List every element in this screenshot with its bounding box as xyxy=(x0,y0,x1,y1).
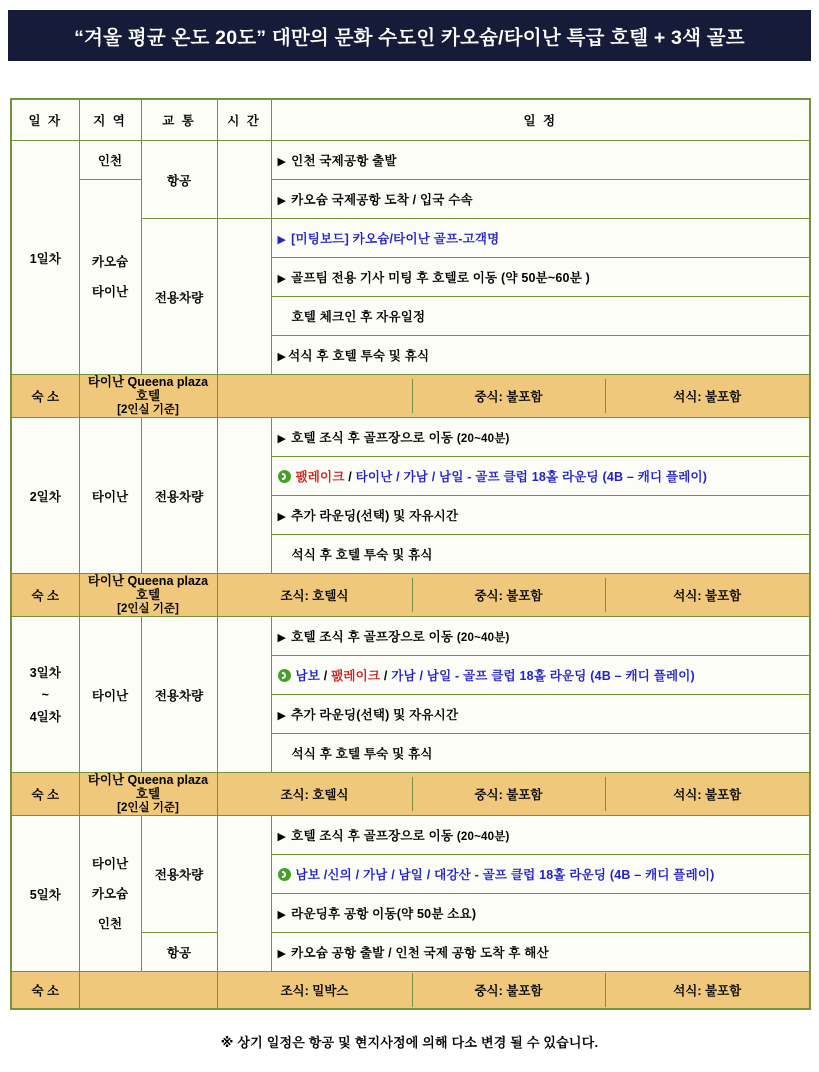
stay2-breakfast: 조식: 호텔식 xyxy=(218,578,413,612)
stay4-lunch: 중식: 불포함 xyxy=(412,973,605,1007)
stay-row xyxy=(11,972,810,1010)
day34-transport: 전용차량 xyxy=(141,617,217,773)
day5-date: 5일차 xyxy=(11,816,79,972)
stay-row xyxy=(11,773,810,816)
triangle-icon: ▶ xyxy=(277,909,287,921)
triangle-icon: ▶ xyxy=(277,433,287,445)
day2-schedule-1-text: 호텔 조식 후 골프장으로 이동 xyxy=(291,431,454,445)
day34-schedule-4 xyxy=(271,734,810,773)
stay3-hotel xyxy=(79,773,217,816)
stay4-dinner: 석식: 불포함 xyxy=(605,973,809,1007)
golf-marker-icon xyxy=(278,470,291,483)
stay1-meals xyxy=(217,375,810,418)
stay4-breakfast: 조식: 밀박스 xyxy=(218,973,413,1007)
stay3-breakfast: 조식: 호텔식 xyxy=(218,777,413,811)
table-row xyxy=(11,816,810,855)
stay-row xyxy=(11,375,810,418)
day1-transport-air: 항공 xyxy=(141,141,217,219)
header-schedule: 일 정 xyxy=(271,99,810,141)
day34-time xyxy=(217,617,271,773)
day2-schedule-1 xyxy=(271,418,810,457)
day34-golf-row xyxy=(271,656,810,695)
stay1-hotel xyxy=(79,375,217,418)
table-row xyxy=(11,141,810,180)
day34-schedule-3 xyxy=(271,695,810,734)
stay4-meals xyxy=(217,972,810,1010)
day5-golf-row xyxy=(271,855,810,894)
stay2-dinner: 석식: 불포함 xyxy=(605,578,809,612)
day1-schedule-6 xyxy=(271,336,810,375)
day1-area-incheon: 인천 xyxy=(79,141,141,180)
triangle-icon: ▶ xyxy=(277,948,287,960)
day1-schedule-2-text: 카오슘 국제공항 도착 / 입국 수속 xyxy=(291,193,473,207)
day5-schedule-4-text: 카오슘 공항 출발 / 인천 국제 공항 도착 후 해산 xyxy=(291,946,549,960)
stay2-meals xyxy=(217,574,810,617)
stay-row xyxy=(11,574,810,617)
day1-transport-car: 전용차량 xyxy=(141,219,217,375)
day1-time-car xyxy=(217,219,271,375)
stay1-hotel-room: [2인실 기준] xyxy=(117,404,179,416)
header-row xyxy=(11,99,810,141)
stay3-lunch: 중식: 불포함 xyxy=(412,777,605,811)
day2-schedule-4-text: 석식 후 호텔 투숙 및 휴식 xyxy=(291,548,433,562)
stay4-label: 숙 소 xyxy=(11,972,79,1010)
day1-schedule-4-text: 골프팀 전용 기사 미팅 후 호텔로 이동 (약 50분~60분 ) xyxy=(291,271,591,285)
day34-schedule-1-text: 호텔 조식 후 골프장으로 이동 xyxy=(291,630,454,644)
stay2-hotel-room: [2인실 기준] xyxy=(117,603,179,615)
day34-golf-course-red: 팴레이크 xyxy=(331,669,381,683)
stay1-hotel-name: 타이난 Queena plaza 호텔 xyxy=(87,375,209,403)
stay2-hotel-name: 타이난 Queena plaza 호텔 xyxy=(87,574,209,602)
header-area: 지 역 xyxy=(79,99,141,141)
day34-area: 타이난 xyxy=(79,617,141,773)
triangle-icon: ▶ xyxy=(277,273,287,285)
day34-schedule-1-suffix: (20~40분) xyxy=(456,632,510,644)
stay3-label: 숙 소 xyxy=(11,773,79,816)
day5-area xyxy=(79,816,141,972)
day34-date-line3: 4일차 xyxy=(29,709,61,724)
day34-date-line1: 3일차 xyxy=(29,665,61,680)
day1-date: 1일차 xyxy=(11,141,79,375)
day2-golf-rest: 타이난 / 가남 / 남일 - 골프 클럽 18홀 라운딩 (4B – 캐디 플레이) xyxy=(355,470,708,484)
day2-date: 2일차 xyxy=(11,418,79,574)
triangle-icon: ▶ xyxy=(277,156,287,168)
day1-schedule-6-text: 석식 후 호텔 투숙 및 휴식 xyxy=(288,349,430,363)
day1-schedule-3 xyxy=(271,219,810,258)
day5-schedule-4 xyxy=(271,933,810,972)
day1-area-kaohsiung-tainan xyxy=(79,180,141,375)
day5-schedule-1 xyxy=(271,816,810,855)
day5-schedule-1-text: 호텔 조식 후 골프장으로 이동 xyxy=(291,829,454,843)
day1-schedule-5 xyxy=(271,297,810,336)
stay4-hotel xyxy=(79,972,217,1010)
day2-schedule-1-suffix: (20~40분) xyxy=(456,433,510,445)
stay3-dinner: 석식: 불포함 xyxy=(605,777,809,811)
day34-schedule-1 xyxy=(271,617,810,656)
table-row xyxy=(11,617,810,656)
day1-area-kaohsiung: 카오슘 xyxy=(91,255,129,269)
day5-golf-courses: 남보 /신의 / 가남 / 남일 / 대강산 - 골프 클럽 18홀 라운딩 (4B – 캐디 플레이) xyxy=(295,868,715,882)
itinerary-table-wrapper xyxy=(10,98,809,1010)
day34-date-line2: ~ xyxy=(41,687,49,702)
stay1-dinner: 석식: 불포함 xyxy=(605,379,809,413)
day2-golf-row xyxy=(271,457,810,496)
header-transport: 교 통 xyxy=(141,99,217,141)
stay2-label: 숙 소 xyxy=(11,574,79,617)
day5-transport-car: 전용차량 xyxy=(141,816,217,933)
footer-note: ※ 상기 일정은 항공 및 현지사정에 의해 다소 변경 될 수 있습니다. xyxy=(220,1035,599,1050)
table-row xyxy=(11,418,810,457)
golf-marker-icon xyxy=(278,669,291,682)
itinerary-table xyxy=(10,98,811,1010)
day2-schedule-3 xyxy=(271,496,810,535)
stay3-hotel-name: 타이난 Queena plaza 호텔 xyxy=(87,773,209,801)
triangle-icon: ▶ xyxy=(277,710,287,722)
table-body xyxy=(11,141,810,1010)
day2-golf-sep-1: / xyxy=(344,470,356,484)
stay3-hotel-room: [2인실 기준] xyxy=(117,802,179,814)
day5-area-kaohsiung: 카오슘 xyxy=(91,886,129,901)
stay1-breakfast xyxy=(218,379,413,413)
triangle-icon: ▶ xyxy=(277,195,287,207)
day2-area: 타이난 xyxy=(79,418,141,574)
day5-transport-air: 항공 xyxy=(141,933,217,972)
day1-schedule-2 xyxy=(271,180,810,219)
table-header xyxy=(11,99,810,141)
day34-golf-course-1: 남보 xyxy=(295,669,321,683)
triangle-icon: ▶ xyxy=(277,351,287,363)
day34-schedule-3-text: 추가 라운딩(선택) 및 자유시간 xyxy=(291,708,459,722)
day2-time xyxy=(217,418,271,574)
day2-schedule-3-text: 추가 라운딩(선택) 및 자유시간 xyxy=(291,509,459,523)
day1-schedule-5-text: 호텔 체크인 후 자유일정 xyxy=(291,310,426,324)
stay3-meals xyxy=(217,773,810,816)
title-banner xyxy=(8,10,811,61)
day5-area-incheon: 인천 xyxy=(97,916,123,931)
day1-schedule-1 xyxy=(271,141,810,180)
day1-time-air xyxy=(217,141,271,219)
day5-schedule-1-suffix: (20~40분) xyxy=(456,831,510,843)
day34-golf-rest: 가남 / 남일 - 골프 클럽 18홀 라운딩 (4B – 캐디 플레이) xyxy=(391,669,695,683)
day34-golf-sep-1: / xyxy=(320,669,332,683)
day2-golf-course-red: 팴레이크 xyxy=(295,470,345,484)
golf-marker-icon xyxy=(278,868,291,881)
stay2-lunch: 중식: 불포함 xyxy=(412,578,605,612)
day2-schedule-4 xyxy=(271,535,810,574)
header-time: 시 간 xyxy=(217,99,271,141)
header-date: 일 자 xyxy=(11,99,79,141)
day1-schedule-3-text: [미팅보드] 카오슘/타이난 골프-고객명 xyxy=(291,232,500,246)
day34-schedule-4-text: 석식 후 호텔 투숙 및 휴식 xyxy=(291,747,433,761)
day5-area-tainan: 타이난 xyxy=(91,856,129,871)
stay1-label: 숙 소 xyxy=(11,375,79,418)
day34-date xyxy=(11,617,79,773)
day5-schedule-3-text: 라운딩후 공항 이동(약 50분 소요) xyxy=(291,907,477,921)
stay1-lunch: 중식: 불포함 xyxy=(412,379,605,413)
day5-schedule-3 xyxy=(271,894,810,933)
triangle-icon: ▶ xyxy=(277,234,287,246)
table-row xyxy=(11,180,810,219)
day1-schedule-4 xyxy=(271,258,810,297)
stay2-hotel xyxy=(79,574,217,617)
triangle-icon: ▶ xyxy=(277,831,287,843)
triangle-icon: ▶ xyxy=(277,632,287,644)
triangle-icon: ▶ xyxy=(277,511,287,523)
page-title: “겨울 평균 온도 20도” 대만의 문화 수도인 카오슘/타이난 특급 호텔 + 3색 골프 xyxy=(74,26,745,49)
day34-golf-sep-2: / xyxy=(380,669,392,683)
day1-schedule-1-text: 인천 국제공항 출발 xyxy=(291,154,397,168)
day1-area-tainan: 타이난 xyxy=(91,285,129,299)
day2-transport: 전용차량 xyxy=(141,418,217,574)
day5-time xyxy=(217,816,271,972)
